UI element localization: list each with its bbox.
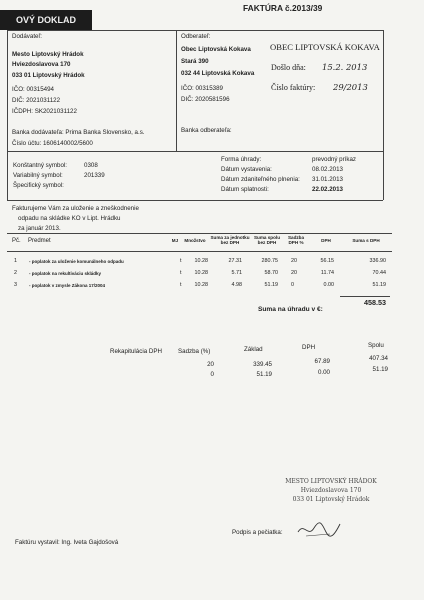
invoice-number: FAKTÚRA č.2013/39 — [243, 3, 323, 13]
issuer-stamp — [276, 477, 386, 504]
due-date-value: 22.02.2013 — [312, 186, 343, 193]
konst-symbol-label: Konštantný symbol: — [13, 162, 67, 169]
issuer-stamp-line-1: MESTO LIPTOVSKÝ HRÁDOK — [285, 478, 377, 485]
supplier-bank: Banka dodávateľa: Prima Banka Slovensko, a.s. — [12, 129, 145, 136]
th-unit: MJ — [171, 238, 179, 243]
issue-date-label: Dátum vystavenia: — [221, 166, 272, 173]
due-date-label: Dátum splatnosti: — [221, 186, 269, 193]
th-no: Pč. — [12, 238, 21, 244]
cell-qty: 10.28 — [194, 270, 208, 276]
frame-divider — [176, 30, 177, 151]
cell-unit-price: 5.71 — [231, 270, 242, 276]
th-total-vat: Suma s DPH — [352, 238, 380, 243]
cell-no: 2 — [14, 270, 17, 276]
konst-symbol-value: 0308 — [84, 162, 98, 169]
description-line-2: odpadu na skládke KO v Lipt. Hrádku — [18, 215, 121, 222]
customer-city: 032 44 Liptovská Kokava — [181, 70, 255, 77]
cell-qty: 10.28 — [194, 258, 208, 264]
cell-no: 1 — [14, 258, 17, 264]
th-item: Predmet — [28, 238, 51, 244]
issuer-stamp-line-2: Hviezdoslavova 170 — [300, 487, 362, 494]
supplier-label: Dodávateľ: — [12, 33, 43, 40]
supplier-city: 033 01 Liptovský Hrádok — [12, 72, 85, 79]
recap-th-total: Spolu — [368, 342, 384, 349]
th-vat-rate: Sadzba DPH % — [287, 235, 305, 246]
signature-label: Podpis a pečiatka: — [232, 529, 283, 536]
supplier-icdph: IČDPH: SK2021031122 — [12, 108, 77, 115]
issued-by: Faktúru vystavil: Ing. Iveta Gajdošová — [15, 539, 119, 546]
recap-base: 51.19 — [256, 371, 272, 378]
customer-label: Odberateľ: — [181, 33, 211, 40]
cell-unit: t — [180, 258, 182, 264]
recap-th-vat: DPH — [302, 344, 316, 351]
recap-rate: 0 — [210, 371, 214, 378]
table-header-rule — [7, 251, 392, 252]
tax-date-value: 31.01.2013 — [312, 176, 343, 183]
supplier-dic: DIČ: 2021031122 — [12, 97, 61, 104]
total-due-label: Suma na úhradu v €: — [258, 306, 323, 313]
payment-form-label: Forma úhrady: — [221, 156, 262, 163]
customer-bank: Banka odberateľa: — [181, 127, 232, 134]
cell-total-no-vat: 280.75 — [261, 258, 278, 264]
cell-vat: 56.15 — [320, 258, 334, 264]
var-symbol-value: 201339 — [84, 172, 105, 179]
table-top-rule — [7, 233, 392, 234]
recap-th-base: Základ — [244, 346, 263, 353]
cell-total-no-vat: 58.70 — [264, 270, 278, 276]
supplier-ico: IČO: 00315494 — [12, 86, 54, 93]
cell-unit: t — [180, 282, 182, 288]
cell-item: - poplatok na rekultiváciu skládky — [29, 271, 102, 276]
recap-base: 339.45 — [253, 361, 272, 368]
total-rule — [340, 296, 390, 297]
th-unit-price: Suma za jednotku bez DPH — [210, 235, 250, 246]
arrival-date-label: Došlo dňa: — [271, 63, 306, 72]
customer-ico: IČO: 00315389 — [181, 85, 223, 92]
received-stamp-org: OBEC LIPTOVSKÁ KOKAVA — [270, 42, 380, 52]
payment-form-value: prevodný príkaz — [312, 156, 357, 163]
signature-scribble — [296, 518, 342, 540]
issue-date-value: 08.02.2013 — [312, 166, 343, 173]
description-line-3: za január 2013. — [18, 225, 61, 232]
customer-name: Obec Liptovská Kokava — [181, 46, 251, 53]
customer-street: Stará 390 — [181, 58, 209, 65]
cell-no: 3 — [14, 282, 17, 288]
recap-vat: 0.00 — [317, 369, 330, 376]
supplier-street: Hviezdoslavova 170 — [12, 61, 71, 68]
supplier-account: Číslo účtu: 1606140002/5600 — [12, 140, 93, 147]
frame-right — [383, 30, 384, 200]
recap-title: Rekapitulácia DPH — [110, 348, 162, 355]
cell-vat-rate: 20 — [291, 258, 297, 264]
description-line-1: Fakturujeme Vám za uloženie a zneškodnenie — [12, 205, 139, 212]
th-total-no-vat: Suma spolu bez DPH — [253, 235, 281, 246]
issuer-stamp-line-3: 033 01 Liptovský Hrádok — [292, 496, 370, 503]
frame-left — [7, 30, 8, 200]
cell-item: - poplatok za uloženie komunálneho odpadu — [29, 259, 124, 264]
invoice-ref-label: Číslo faktúry: — [271, 83, 316, 92]
recap-total: 407.34 — [369, 355, 388, 362]
frame-mid — [7, 151, 383, 152]
recap-total: 51.19 — [372, 366, 388, 373]
cell-vat: 0.00 — [323, 282, 334, 288]
cell-vat: 11.74 — [320, 270, 334, 276]
cell-item: - poplatok v zmysle Zákona 17/2004 — [29, 283, 106, 288]
document-title: OVÝ DOKLAD — [16, 15, 77, 25]
recap-vat: 67.89 — [314, 358, 330, 365]
cell-unit: t — [180, 270, 182, 276]
var-symbol-label: Variabilný symbol: — [13, 172, 63, 179]
frame-top — [7, 30, 383, 31]
cell-qty: 10.28 — [194, 282, 208, 288]
recap-rate: 20 — [207, 361, 214, 368]
th-vat: DPH — [321, 238, 331, 243]
tax-date-label: Dátum zdaniteľného plnenia: — [221, 176, 300, 183]
cell-vat-rate: 0 — [291, 282, 294, 288]
frame-bottom — [7, 200, 383, 201]
total-due-value: 458.53 — [364, 298, 386, 307]
invoice-ref-value: 29/2013 — [333, 82, 368, 92]
cell-vat-rate: 20 — [291, 270, 297, 276]
cell-unit-price: 4.98 — [231, 282, 242, 288]
cell-total-no-vat: 51.19 — [264, 282, 278, 288]
cell-total: 51.19 — [372, 282, 386, 288]
recap-th-rate: Sadzba (%) — [178, 348, 211, 355]
cell-total: 70.44 — [372, 270, 386, 276]
supplier-name: Mesto Liptovský Hrádok — [12, 51, 84, 58]
th-qty: Množstvo — [184, 238, 206, 243]
arrival-date-value: 15.2. 2013 — [322, 62, 368, 72]
spec-symbol-label: Špecifický symbol: — [13, 182, 64, 189]
customer-dic: DIČ: 2020581596 — [181, 96, 230, 103]
cell-total: 336.90 — [369, 258, 386, 264]
cell-unit-price: 27.31 — [228, 258, 242, 264]
